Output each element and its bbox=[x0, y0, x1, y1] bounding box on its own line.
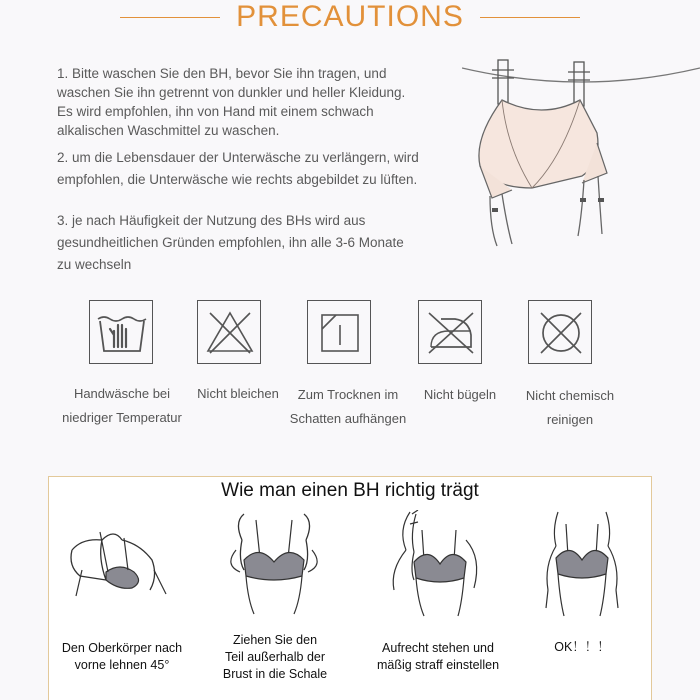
care-label-dry-shade-line-1: Zum Trocknen im bbox=[297, 387, 399, 402]
instruction-1-line-3: Es wird empfohlen, ihn von Hand mit einem schwach bbox=[57, 104, 374, 119]
wearing-guide-title: Wie man einen BH richtig trägt bbox=[221, 480, 479, 501]
care-label-hand-wash-line-2: niedriger Temperatur bbox=[62, 410, 182, 425]
care-label-no-dry-clean-line-2: reinigen bbox=[546, 412, 594, 427]
step-3-caption-line-2: mäßig straff einstellen bbox=[376, 658, 500, 672]
instruction-1-line-4: alkalischen Waschmittel zu waschen. bbox=[57, 123, 280, 138]
step-2-caption-line-2: Teil außerhalb der bbox=[224, 650, 326, 664]
care-label-dry-shade bbox=[284, 383, 412, 431]
instruction-2-line-2: empfohlen, die Unterwäsche wie rechts abgebildet zu lüften. bbox=[57, 172, 418, 187]
care-label-no-bleach bbox=[186, 382, 290, 406]
step-1-caption bbox=[50, 640, 194, 674]
hand-wash-icon bbox=[89, 300, 153, 364]
care-label-hand-wash-line-1: Handwäsche bei bbox=[73, 386, 171, 401]
care-label-no-bleach-line-1: Nicht bleichen bbox=[197, 386, 279, 401]
step-4-caption bbox=[544, 639, 620, 656]
step-3-caption-line-1: Aufrecht stehen und bbox=[382, 641, 494, 655]
care-label-dry-shade-line-2: Schatten aufhängen bbox=[289, 411, 407, 426]
instruction-1-line-2: waschen Sie ihn getrennt von dunkler und heller Kleidung. bbox=[57, 85, 406, 100]
no-dry-clean-icon bbox=[528, 300, 592, 364]
instruction-3-line-3: zu wechseln bbox=[57, 257, 132, 272]
step-2-adjust-cup-figure bbox=[214, 510, 334, 620]
instruction-3-line-1: 3. je nach Häufigkeit der Nutzung des BHs wird aus bbox=[57, 213, 366, 228]
instruction-1 bbox=[57, 64, 405, 140]
instruction-2-line-1: 2. um die Lebensdauer der Unterwäsche zu verlängern, wird bbox=[57, 150, 419, 165]
care-label-no-iron bbox=[408, 383, 512, 407]
instruction-3-line-2: gesundheitlichen Gründen empfohlen, ihn alle 3-6 Monate bbox=[57, 235, 404, 250]
step-2-caption bbox=[210, 632, 340, 683]
hanging-bra-illustration bbox=[462, 48, 700, 263]
step-3-caption bbox=[364, 640, 512, 674]
step-4-ok-figure bbox=[522, 510, 642, 620]
step-2-caption-line-1: Ziehen Sie den bbox=[232, 633, 318, 647]
page-title: PRECAUTIONS bbox=[236, 0, 464, 33]
step-2-caption-line-3: Brust in die Schale bbox=[222, 667, 328, 681]
instruction-1-line-1: 1. Bitte waschen Sie den BH, bevor Sie ihn tragen, und bbox=[57, 66, 387, 81]
step-3-adjust-straps-figure bbox=[370, 510, 500, 620]
care-label-hand-wash bbox=[58, 382, 186, 430]
step-4-caption-line-1: OK！！！ bbox=[554, 640, 610, 654]
no-bleach-icon bbox=[197, 300, 261, 364]
care-label-no-dry-clean-line-1: Nicht chemisch bbox=[525, 388, 615, 403]
no-ironing-icon bbox=[418, 300, 482, 364]
care-label-no-iron-line-1: Nicht bügeln bbox=[423, 387, 497, 402]
step-1-caption-line-1: Den Oberkörper nach bbox=[61, 641, 183, 655]
instruction-3 bbox=[57, 210, 404, 276]
step-1-lean-forward-figure bbox=[62, 510, 182, 610]
dry-in-shade-icon bbox=[307, 300, 371, 364]
instruction-2 bbox=[57, 147, 419, 191]
step-1-caption-line-2: vorne lehnen 45° bbox=[74, 658, 170, 672]
care-label-no-dry-clean bbox=[506, 384, 634, 432]
